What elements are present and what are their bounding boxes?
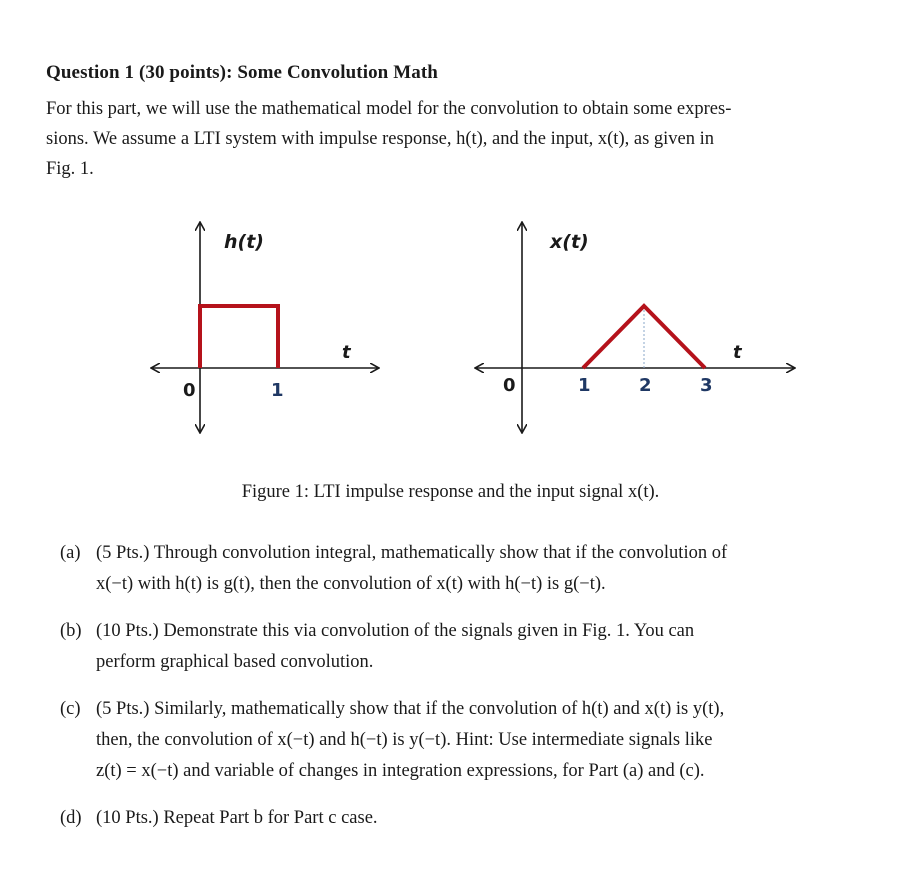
h-plot xyxy=(152,223,378,432)
part-c xyxy=(60,694,870,787)
part-line: x(−t) with h(t) is g(t), then the convolution of x(t) with h(−t) is g(−t). xyxy=(96,574,606,594)
part-b xyxy=(60,616,870,678)
intro-line: Fig. 1. xyxy=(46,159,94,179)
part-label: (d) xyxy=(60,808,82,828)
x-plot xyxy=(476,223,794,432)
figure-caption: Figure 1: LTI impulse response and the input signal x(t). xyxy=(241,482,660,502)
x-tick-label: 1 xyxy=(578,375,591,396)
x-tick-label: 3 xyxy=(700,375,713,396)
figure-1 xyxy=(0,210,901,450)
h-tick-label: 1 xyxy=(271,380,284,401)
part-label: (a) xyxy=(60,543,81,563)
intro-line: sions. We assume a LTI system with impulse response, h(t), and the input, x(t), as given in xyxy=(46,129,715,149)
question-title: Question 1 (30 points): Some Convolution Math xyxy=(46,62,438,83)
part-line: perform graphical based convolution. xyxy=(96,652,374,672)
figure-svg xyxy=(0,210,901,450)
part-a xyxy=(60,538,870,600)
part-line: z(t) = x(−t) and variable of changes in integration expressions, for Part (a) and (c). xyxy=(96,761,705,781)
h-signal-line xyxy=(200,306,278,368)
part-line: (10 Pts.) Demonstrate this via convolution of the signals given in Fig. 1. You can xyxy=(96,621,695,641)
intro-line: For this part, we will use the mathematical model for the convolution to obtain some expres- xyxy=(46,99,732,119)
x-tick-label: 2 xyxy=(639,375,652,396)
part-line: then, the convolution of x(−t) and h(−t) is y(−t). Hint: Use intermediate signals like xyxy=(96,730,713,750)
x-tick-label: 0 xyxy=(503,375,516,396)
x-ylabel: x(t) xyxy=(550,231,589,253)
h-ylabel: h(t) xyxy=(224,231,264,253)
h-xlabel: t xyxy=(342,342,351,363)
x-xlabel: t xyxy=(733,342,742,363)
part-label: (c) xyxy=(60,699,81,719)
part-d xyxy=(60,803,870,834)
part-line: (5 Pts.) Through convolution integral, mathematically show that if the convolution of xyxy=(96,543,728,563)
part-label: (b) xyxy=(60,621,82,641)
h-tick-label: 0 xyxy=(183,380,196,401)
part-line: (10 Pts.) Repeat Part b for Part c case. xyxy=(96,808,378,828)
parts-list xyxy=(60,538,870,850)
intro-paragraph xyxy=(46,94,858,184)
part-line: (5 Pts.) Similarly, mathematically show that if the convolution of h(t) and x(t) is y(t), xyxy=(96,699,725,719)
